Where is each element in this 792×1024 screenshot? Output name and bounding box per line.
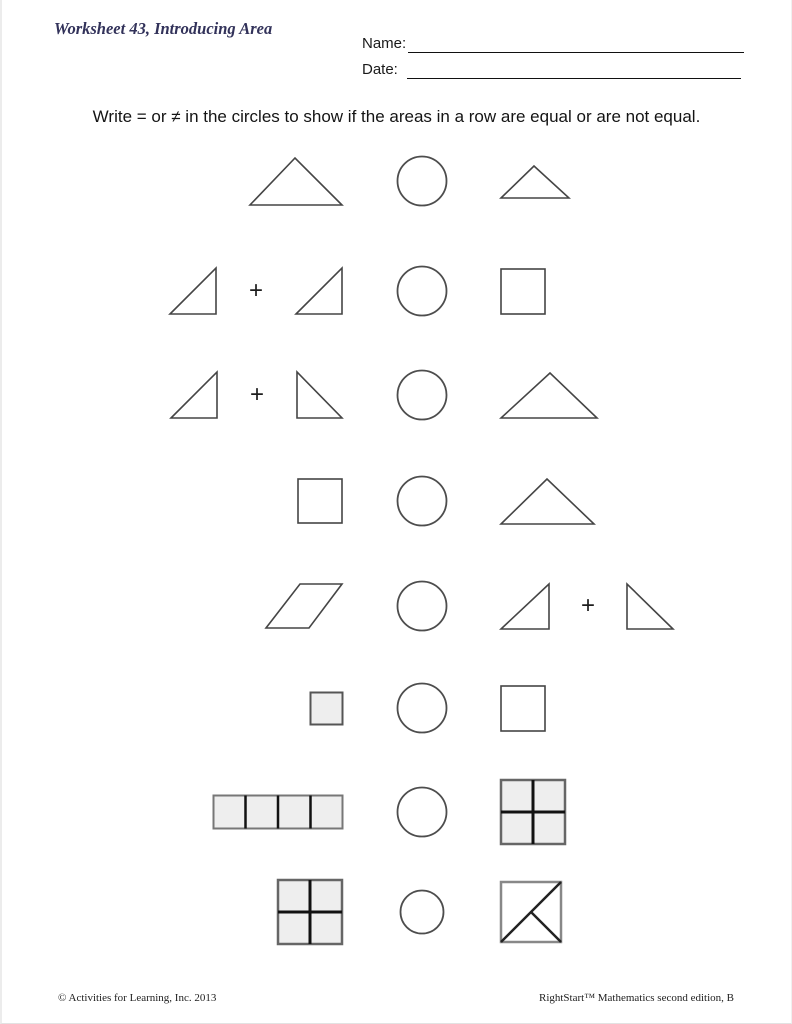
name-label: Name: (362, 35, 407, 52)
square-shape (296, 477, 344, 525)
date-label: Date: (362, 61, 398, 78)
answer-circle-2[interactable] (395, 264, 449, 318)
two-by-two-grid-shape (276, 878, 344, 946)
row-8-right (499, 880, 791, 944)
row-7-right (499, 778, 791, 846)
row-3-right (499, 370, 791, 420)
plus-sign: + (581, 592, 596, 619)
right-triangle-shape (168, 266, 218, 316)
answer-circle-6[interactable] (395, 681, 449, 735)
answer-circle-7[interactable] (395, 785, 449, 839)
name-input-line[interactable] (408, 34, 744, 53)
row-3-middle (344, 368, 499, 422)
name-date-block (362, 34, 746, 86)
parallelogram-shape (264, 582, 344, 630)
small-gray-square-shape (309, 691, 344, 726)
small-triangle-shape (499, 162, 571, 200)
row-1 (2, 153, 791, 209)
row-2-middle (344, 264, 499, 318)
wide-triangle-shape (499, 370, 599, 420)
row-1-right (499, 162, 791, 200)
footer-copyright: © Activities for Learning, Inc. 2013 (58, 992, 217, 1004)
right-triangle-shape (499, 582, 551, 631)
date-row (362, 60, 746, 79)
row-7-middle (344, 785, 499, 839)
square-shape (499, 684, 547, 733)
answer-circle-3[interactable] (395, 368, 449, 422)
answer-circle-5[interactable] (395, 579, 449, 633)
right-triangle-shape (294, 266, 344, 316)
right-triangle-shape (169, 370, 219, 420)
two-by-two-grid-shape (499, 778, 567, 846)
row-8-middle (344, 888, 499, 936)
row-4-left (2, 477, 344, 525)
row-7 (2, 778, 791, 846)
row-2-right (499, 267, 791, 316)
row-7-left (2, 794, 344, 830)
row-2 (2, 264, 791, 316)
date-input-line[interactable] (407, 60, 741, 79)
row-3-left (2, 370, 344, 420)
plus-sign: + (249, 381, 264, 408)
large-triangle-shape (248, 155, 344, 207)
answer-circle-1[interactable] (395, 154, 449, 208)
row-4 (2, 474, 791, 526)
worksheet-title: Worksheet 43, Introducing Area (54, 19, 273, 38)
row-2-left (2, 266, 344, 316)
row-6-left (2, 691, 344, 726)
instruction-text: Write = or ≠ in the circles to show if the areas in a row are equal or are not equal. (92, 107, 701, 126)
row-4-right (499, 476, 791, 526)
footer-edition: RightStart™ Mathematics second edition, B (538, 992, 734, 1004)
row-5-left (2, 582, 344, 630)
square-shape (499, 267, 547, 316)
name-row (362, 34, 746, 53)
row-5-middle (344, 579, 499, 633)
row-5-right (499, 582, 791, 631)
row-4-middle (344, 474, 499, 528)
row-1-left (2, 155, 344, 207)
row-1-middle (344, 154, 499, 208)
answer-circle-4[interactable] (395, 474, 449, 528)
four-square-strip-shape (212, 794, 344, 830)
row-8-left (2, 878, 344, 946)
row-5 (2, 579, 791, 631)
right-triangle-mirrored-shape (295, 370, 344, 420)
row-3 (2, 368, 791, 420)
row-6 (2, 681, 791, 733)
row-6-middle (344, 681, 499, 735)
row-6-right (499, 684, 791, 733)
right-triangle-mirrored-shape (625, 582, 675, 631)
answer-circle-8[interactable] (398, 888, 446, 936)
square-with-diagonals-shape (499, 880, 563, 944)
plus-sign: + (248, 277, 263, 304)
wide-triangle-shape (499, 476, 596, 526)
row-8 (2, 878, 791, 946)
